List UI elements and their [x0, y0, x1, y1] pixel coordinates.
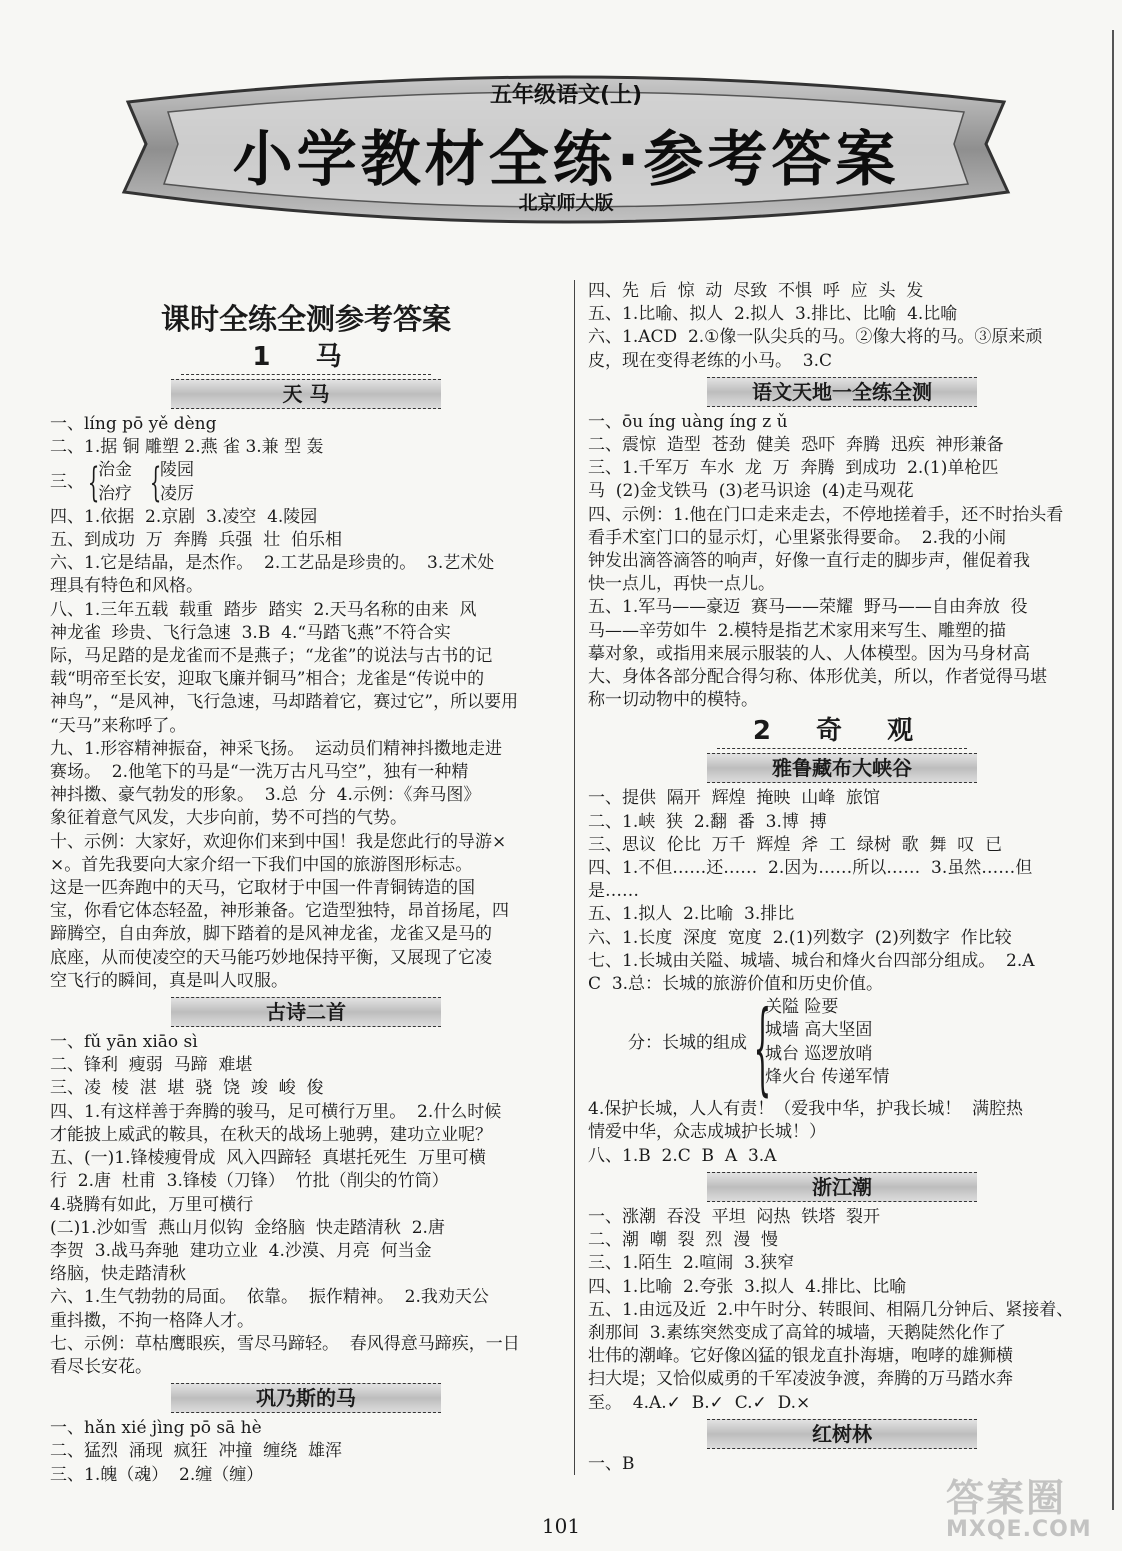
answer-line: 三、1.陌生 2.喧闹 3.狭窄 [588, 1253, 795, 1274]
answer-line: 象征着意气风发，大步向前，势不可挡的气势。 [50, 808, 407, 829]
bracket-items [765, 996, 889, 1089]
section-tianma: 天 马 [171, 379, 441, 409]
answer-line: 理具有特色和风格。 [50, 576, 203, 597]
brace-symbol: { [87, 459, 100, 506]
answer-line: 九、1.形容精神振奋，神采飞扬。 运动员们精神抖擞地走进 [50, 738, 503, 759]
answer-line: 神抖擞、豪气勃发的形象。 3.总 分 4.示例：《奔马图》 [50, 785, 481, 806]
answer-line: 才能披上威武的鞍具，在秋天的战场上驰骋，建功立业呢？ [50, 1124, 492, 1145]
answer-line: 赛场。 2.他笔下的马是“一洗万古凡马空”，独有一种精 [50, 762, 469, 783]
answer-line: 八、1.三年五载 载重 踏步 踏实 2.天马名称的由来 风 [50, 599, 477, 620]
answer-bracket-group [50, 459, 562, 505]
answer-line: (二)1.沙如雪 燕山月似钩 金络脑 快走踏清秋 2.唐 [50, 1217, 445, 1238]
answer-line: 重抖擞，不拘一格降人才。 [50, 1310, 254, 1331]
answer-line: 这是一匹奔跑中的天马，它取材于中国一件青铜铸造的国 [50, 878, 475, 899]
answer-item: 关隘 险要 [765, 997, 839, 1018]
answer-line: 五、1.由远及近 2.中午时分、转眼间、相隔几分钟后、紧接着、 [588, 1299, 1074, 1320]
bracket-items [98, 459, 132, 505]
answer-line: 一、ōu íng uàng íng z ǔ [588, 411, 788, 432]
greatwall-structure-diagram [588, 989, 1096, 1107]
answer-line: 看手术室门口的显示灯，心里紧张得要命。 2.我的小闹 [588, 527, 1007, 548]
answer-line: 4.保护长城，人人有责！（爱我中华，护我长城！ 满腔热 [588, 1099, 1024, 1120]
answer-line: C 3.总：长城的旅游价值和历史价值。 [588, 974, 884, 995]
diagram-label: 分：长城的组成 [628, 1033, 747, 1054]
answer-line: 快一点儿，再快一点儿。 [588, 574, 775, 595]
answer-line: 一、提供 隔开 辉煌 掩映 山峰 旅馆 [588, 788, 881, 809]
answer-line: 三、思议 伦比 万千 辉煌 斧 工 绿树 歌 舞 叹 已 [588, 834, 1003, 855]
answer-line: 二、锋利 瘦弱 马蹄 难堪 [50, 1055, 253, 1076]
answer-line: 五、1.拟人 2.比喻 3.排比 [588, 904, 795, 925]
answer-line: 一、fǔ yān xiāo sì [50, 1032, 198, 1053]
answer-line: 际，马足踏的是龙雀而不是燕子；“龙雀”的说法与古书的记 [50, 646, 493, 667]
section-yarlung: 雅鲁藏布大峡谷 [707, 753, 977, 783]
answer-line: 至。 4.A.✓ B.✓ C.✓ D.× [588, 1392, 811, 1413]
answer-line: 五、(一)1.锋棱瘦骨成 风入四蹄轻 真堪托死生 万里可横 [50, 1148, 486, 1169]
section-gongnaisi: 巩乃斯的马 [171, 1383, 441, 1413]
answer-line: 载“明帝至长安，迎取飞廉并铜马”相合；龙雀是“传说中的 [50, 669, 485, 690]
page-number: 101 [541, 1514, 581, 1538]
right-column [588, 280, 1096, 1476]
answer-line: 行 2.唐 杜甫 3.锋棱（刀锋） 竹批（削尖的竹筒） [50, 1171, 449, 1192]
answer-line: 扫大堤；又恰似威勇的千军凌波争渡，奔腾的万马踏水奔 [588, 1369, 1013, 1390]
answer-line: 马——辛劳如牛 2.模特是指艺术家用来写生、雕塑的描 [588, 620, 1007, 641]
answer-line: 四、1.比喻 2.夸张 3.拟人 4.排比、比喻 [588, 1276, 907, 1297]
answer-line: 二、震惊 造型 苍劲 健美 恐吓 奔腾 迅疾 神形兼备 [588, 435, 1004, 456]
answer-item: 烽火台 传递军情 [765, 1066, 890, 1087]
answer-line: 是…… [588, 881, 639, 902]
answer-line: 十、示例：大家好，欢迎你们来到中国！我是您此行的导游× [50, 831, 507, 852]
answer-line: 皮，现在变得老练的小马。 3.C [588, 350, 833, 371]
answer-line: 空飞行的瞬间，真是叫人叹服。 [50, 970, 288, 991]
answer-line: 五、1.军马——豪迈 赛马——荣耀 野马——自由奔放 役 [588, 597, 1028, 618]
answer-line: 四、1.不但……还…… 2.因为……所以…… 3.虽然……但 [588, 858, 1033, 879]
answer-line: “天马”来称呼了。 [50, 715, 187, 736]
answer-line: 看尽长安花。 [50, 1356, 152, 1377]
watermark-logo [946, 1478, 1110, 1546]
answer-line: ×。首先我要向大家介绍一下我们中国的旅游图形标志。 [50, 854, 473, 875]
answer-line: 二、1.据 铜 雕塑 2.燕 雀 3.兼 型 轰 [50, 437, 324, 458]
answer-line: 四、先 后 惊 动 尽致 不惧 呼 应 头 发 [588, 281, 924, 301]
answer-item: 凌厉 [160, 483, 194, 504]
answer-line: 八、1.B 2.C B A 3.A [588, 1145, 777, 1166]
answer-line: 五、1.比喻、拟人 2.拟人 3.排比、比喻 4.比喻 [588, 304, 958, 325]
answer-line: 七、1.长城由关隘、城墙、城台和烽火台四部分组成。 2.A [588, 950, 1035, 971]
main-heading: 课时全练全测参考答案 [160, 302, 451, 336]
answer-line: 称一切动物中的模特。 [588, 690, 758, 711]
answer-line: 四、1.有这样善于奔腾的骏马，足可横行万里。 2.什么时候 [50, 1101, 502, 1122]
answer-line: 六、1.长度 深度 宽度 2.(1)列数字 (2)列数字 作比较 [588, 927, 1012, 948]
answer-line: 4.骁腾有如此，万里可横行 [50, 1194, 254, 1215]
lesson-1-title: 1 马 [181, 340, 431, 375]
answer-line: 摹对象，或指用来展示服装的人、人体模型。因为马身材高 [588, 643, 1030, 664]
answer-item: 治金 [98, 460, 132, 481]
answer-line: 五、到成功 万 奔腾 兵强 壮 伯乐相 [50, 530, 343, 551]
answer-item: 城台 巡逻放哨 [765, 1043, 873, 1064]
answer-line: 六、1.ACD 2.①像一队尖兵的马。②像大将的马。③原来顽 [588, 327, 1043, 348]
bracket-items [160, 459, 194, 505]
section-gushi: 古诗二首 [171, 997, 441, 1027]
book-title: 小学教材全练·参考答案 [232, 125, 900, 195]
answer-line: 李贺 3.战马奔驰 建功立业 4.沙漠、月亮 何当金 [50, 1240, 432, 1261]
answer-line: 六、1.生气勃勃的局面。 依靠。 振作精神。 2.我劝天公 [50, 1287, 489, 1308]
answer-line: 一、hǎn xié jìng pō sā hè [50, 1418, 262, 1439]
answer-line: 三、凌 棱 湛 堪 骁 饶 竣 峻 俊 [50, 1078, 324, 1099]
edition-label: 北京师大版 [518, 192, 614, 214]
answer-line: 刹那间 3.素练突然变成了高耸的城墙，天鹅陡然化作了 [588, 1322, 1007, 1343]
answer-line: 一、B [588, 1453, 635, 1474]
answer-line: 情爱中华，众志成城护长城！） [588, 1122, 826, 1143]
section-hongshulin: 红树林 [707, 1419, 977, 1449]
answer-line: 二、1.峡 狭 2.翻 番 3.博 搏 [588, 811, 827, 832]
column-divider [574, 280, 575, 1475]
page-edge-line [1112, 30, 1114, 1510]
answer-line: 底座，从而使凌空的天马能巧妙地保持平衡，又展现了它凌 [50, 947, 492, 968]
section-zhejiang: 浙江潮 [707, 1172, 977, 1202]
watermark-url: MXQE.COM [946, 1517, 1092, 1542]
answer-line: 三、1.魄（魂） 2.缠（缠） [50, 1464, 264, 1485]
section-yuwen-tiandi: 语文天地一全练全测 [707, 377, 977, 407]
answer-line: 壮伟的潮峰。它好像凶猛的银龙直扑海塘，咆哮的雄狮横 [588, 1346, 1013, 1367]
answer-line: 大、身体各部分配合得匀称、体形优美，所以，作者觉得马堪 [588, 667, 1047, 688]
answer-line: 二、猛烈 涌现 疯狂 冲撞 缠绕 雄浑 [50, 1441, 343, 1462]
answer-line: 七、示例：草枯鹰眼疾，雪尽马蹄轻。 春风得意马蹄疾，一日 [50, 1333, 520, 1354]
grade-label: 五年级语文(上) [489, 83, 643, 108]
answer-line: 蹄腾空，自由奔放，脚下踏着的是风神龙雀，龙雀又是马的 [50, 924, 492, 945]
answer-line: 六、1.它是结晶，是杰作。 2.工艺品是珍贵的。 3.艺术处 [50, 553, 495, 574]
answer-line: 二、潮 嘲 裂 烈 漫 慢 [588, 1230, 779, 1251]
answer-line: 一、涨潮 吞没 平坦 闷热 铁塔 裂开 [588, 1206, 881, 1227]
answer-line: 四、1.依据 2.京剧 3.凌空 4.陵园 [50, 506, 318, 527]
answer-line: 神龙雀 珍贵、飞行急速 3.B 4.“马踏飞燕”不符合实 [50, 622, 451, 643]
answer-item: 治疗 [98, 483, 132, 504]
answer-line: 一、líng pō yě dèng [50, 414, 217, 434]
brace-symbol: { [753, 989, 772, 1107]
lesson-2-title: 2 奇 观 [717, 714, 967, 749]
answer-label: 三、 [50, 472, 84, 492]
answer-item: 城墙 高大坚固 [765, 1020, 873, 1041]
answer-line: 络脑，快走踏清秋 [50, 1264, 186, 1285]
answer-line: 四、示例：1.他在门口走来走去，不停地搓着手，还不时抬头看 [588, 504, 1064, 525]
title-banner [108, 62, 1024, 244]
answer-line: 马 (2)金戈铁马 (3)老马识途 (4)走马观花 [588, 481, 914, 502]
answer-line: 宝，你看它体态轻盈，神形兼备。它造型独特，昂首扬尾，四 [50, 901, 509, 922]
left-column [50, 280, 562, 1487]
answer-line: 钟发出滴答滴答的响声，好像一直行走的脚步声，催促着我 [588, 551, 1030, 572]
answer-line: 神鸟”，“是风神，飞行急速，马却踏着它，赛过它”，所以要用 [50, 692, 519, 713]
watermark-text: 答案圈 [946, 1476, 1067, 1520]
answer-item: 陵园 [160, 460, 194, 481]
brace-symbol: { [149, 459, 162, 506]
answer-line: 三、1.千军万 车水 龙 万 奔腾 到成功 2.(1)单枪匹 [588, 458, 999, 479]
